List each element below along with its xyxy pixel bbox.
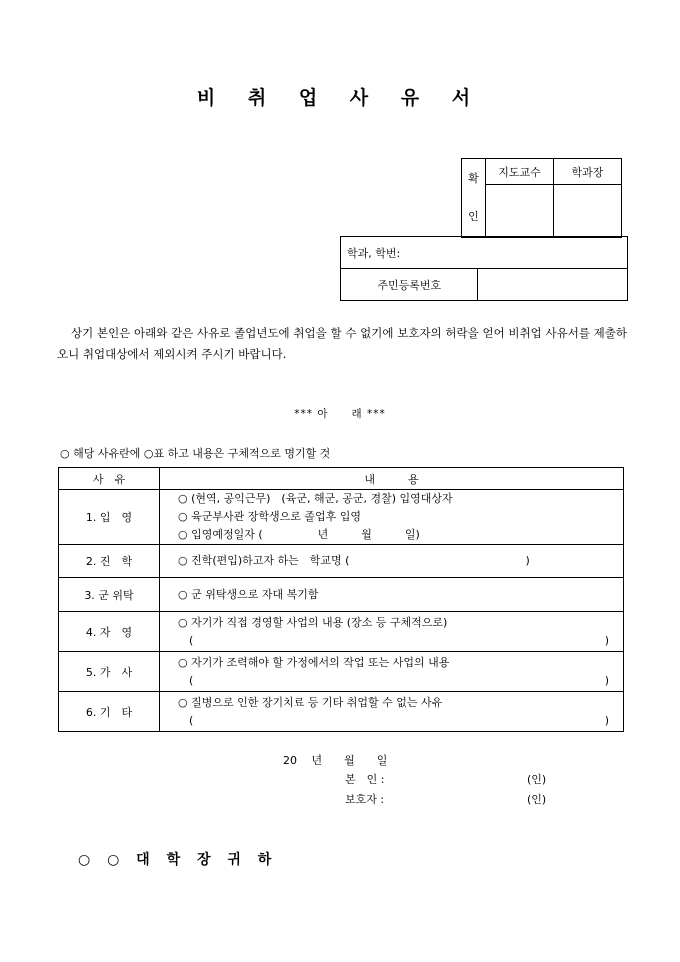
approval-box — [461, 158, 622, 238]
table-row — [59, 545, 624, 578]
approval-side-label: 확 인 — [462, 159, 486, 238]
table-row — [59, 692, 624, 732]
reason-content[interactable]: ○ 군 위탁생으로 자대 복기함 — [160, 578, 624, 612]
header-reason: 사 유 — [59, 468, 160, 490]
instruction-text: ○ 해당 사유란에 ○표 하고 내용은 구체적으로 명기할 것 — [60, 447, 331, 460]
approval-sign-dept-head[interactable] — [554, 185, 622, 238]
reason-label: 5. 가 사 — [59, 652, 160, 692]
self-seal[interactable]: (인) — [527, 773, 547, 786]
table-row — [59, 490, 624, 545]
dept-student-id-field[interactable]: 학과, 학번: — [341, 237, 628, 269]
self-signature-label: 본 인 : — [345, 773, 385, 786]
guardian-seal[interactable]: (인) — [527, 793, 547, 806]
notice-heading: *** 아 래 *** — [294, 408, 386, 420]
table-row — [59, 652, 624, 692]
approval-sign-advisor[interactable] — [486, 185, 554, 238]
reason-label: 1. 입 영 — [59, 490, 160, 545]
approval-col-advisor: 지도교수 — [486, 159, 554, 185]
resident-number-field[interactable] — [478, 269, 628, 301]
table-row — [59, 612, 624, 652]
reason-label: 2. 진 학 — [59, 545, 160, 578]
reason-label: 3. 군 위탁 — [59, 578, 160, 612]
reason-label: 6. 기 타 — [59, 692, 160, 732]
reason-content[interactable]: ○ (현역, 공익근무) (육군, 해군, 공군, 경찰) 입영대상자 ○ 육군부사관 장학생으로 졸업후 입영 ○ 입영예정일자 ( 년 월 일) — [160, 490, 624, 545]
document-title: 비 취 업 사 유 서 — [196, 87, 484, 109]
table-row — [59, 578, 624, 612]
resident-number-label: 주민등록번호 — [341, 269, 478, 301]
reason-content[interactable]: ○ 진학(편입)하고자 하는 학교명 ( ) — [160, 545, 624, 578]
reason-content[interactable]: ○ 질병으로 인한 장기치료 등 기타 취업할 수 없는 사유 ( ) — [160, 692, 624, 732]
approval-col-dept-head: 학과장 — [554, 159, 622, 185]
identity-box — [340, 236, 628, 301]
date-line[interactable]: 20 년 월 일 — [283, 754, 388, 767]
reason-content[interactable]: ○ 자기가 조력해야 할 가정에서의 작업 또는 사업의 내용 ( ) — [160, 652, 624, 692]
reason-content[interactable]: ○ 자기가 직접 경영할 사업의 내용 (장소 등 구체적으로) ( ) — [160, 612, 624, 652]
addressee: ○ ○ 대 학 장 귀 하 — [78, 852, 278, 868]
reason-table — [58, 467, 624, 732]
reason-label: 4. 자 영 — [59, 612, 160, 652]
guardian-signature-label: 보호자 : — [345, 793, 385, 806]
header-content: 내 용 — [160, 468, 624, 490]
intro-paragraph: 상기 본인은 아래와 같은 사유로 졸업년도에 취업을 할 수 없기에 보호자의 허락을 얻어 비취업 사유서를 제출하오니 취업대상에서 제외시켜 주시기 바랍니다. — [57, 326, 627, 361]
